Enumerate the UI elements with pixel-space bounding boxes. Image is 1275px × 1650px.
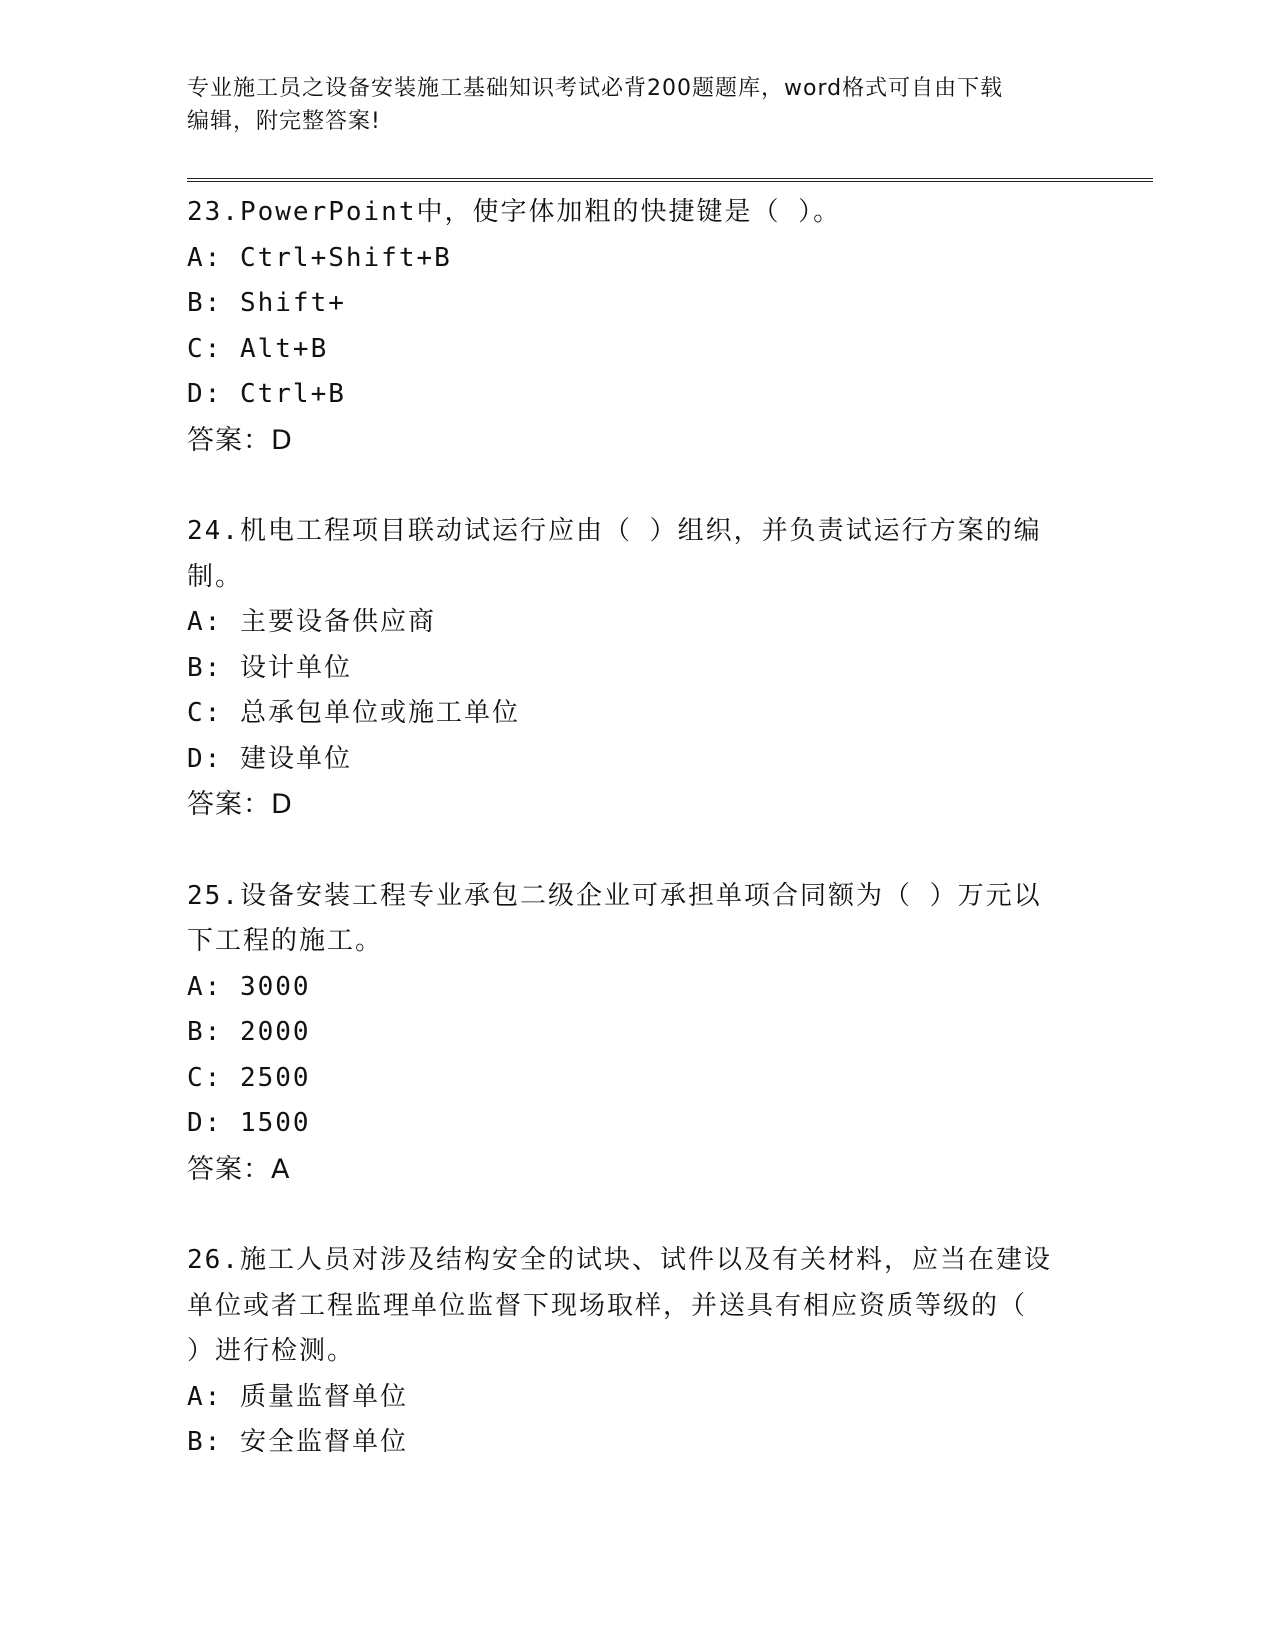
header-divider [187, 178, 1153, 182]
question-stem-continued: ）进行检测。 [187, 1336, 356, 1366]
question-23 [187, 190, 1087, 463]
option-c: C: Alt+B [187, 333, 329, 364]
option-d: D: 1500 [187, 1108, 311, 1138]
question-stem: 26.施工人员对涉及结构安全的试块、试件以及有关材料，应当在建设 [187, 1245, 1052, 1275]
option-a: A: 主要设备供应商 [187, 607, 436, 637]
question-24 [187, 509, 1087, 828]
question-stem-continued: 制。 [187, 561, 244, 592]
question-stem: 24.机电工程项目联动试运行应由（ ）组织，并负责试运行方案的编 [187, 516, 1042, 546]
question-list [187, 190, 1087, 1512]
question-stem: 25.设备安装工程专业承包二级企业可承担单项合同额为（ ）万元以 [187, 880, 1042, 911]
option-a: A: 质量监督单位 [187, 1381, 408, 1412]
option-b: B: Shift+ [187, 288, 346, 318]
option-c: C: 2500 [187, 1062, 311, 1093]
header-line-1: 专业施工员之设备安装施工基础知识考试必背200题题库，word格式可自由下载 [187, 76, 1004, 101]
question-stem-continued: 下工程的施工。 [187, 926, 384, 956]
answer-line: 答案：A [187, 1153, 291, 1185]
header-line-2: 编辑，附完整答案! [187, 109, 381, 134]
question-stem-continued: 单位或者工程监理单位监督下现场取样，并送具有相应资质等级的（ [187, 1290, 1028, 1321]
question-26 [187, 1238, 1087, 1466]
option-b: B: 2000 [187, 1017, 311, 1047]
answer-line: 答案：D [187, 789, 293, 820]
question-25 [187, 874, 1087, 1193]
option-b: B: 设计单位 [187, 652, 352, 683]
option-c: C: 总承包单位或施工单位 [187, 698, 520, 728]
option-a: A: Ctrl+Shift+B [187, 242, 452, 273]
answer-line: 答案：D [187, 424, 293, 456]
question-stem: 23.PowerPoint中，使字体加粗的快捷键是（ ）。 [187, 197, 842, 227]
option-a: A: 3000 [187, 971, 311, 1002]
option-d: D: Ctrl+B [187, 379, 346, 409]
page-header [187, 72, 1067, 138]
option-d: D: 建设单位 [187, 743, 352, 774]
option-b: B: 安全监督单位 [187, 1427, 408, 1457]
